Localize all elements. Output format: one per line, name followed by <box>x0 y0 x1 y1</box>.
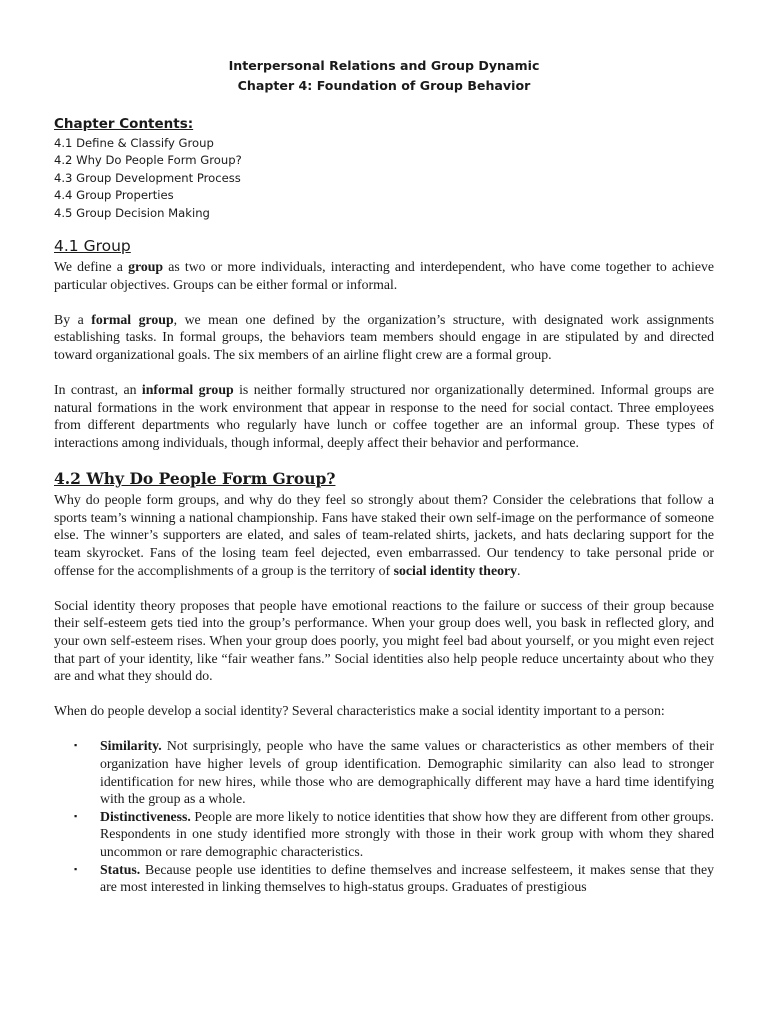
bullet-text: Because people use identities to define themselves and increase selfesteem, it makes sense that they are most interested in linking themselves to high-status groups. Graduates of prestigious <box>100 861 714 895</box>
paragraph-social-identity: Social identity theory proposes that people have emotional reactions to the failure or success of their group because their self-esteem gets tied into the group’s performance. When your group does well, you bask in reflected glory, and your own self-esteem rises. When your group does poorly, you might feel bad about yourself, or you might even reject that part of your identity, like “fair weather fans.” Social identities also help people reduce uncertainty about who they are and what they should do. <box>54 597 714 684</box>
square-bullet-icon: ▪ <box>74 740 78 751</box>
square-bullet-icon: ▪ <box>74 810 78 821</box>
list-item-status <box>74 861 714 896</box>
list-item-distinctiveness <box>74 808 714 861</box>
paragraph-informal-group <box>54 381 714 451</box>
text-run: In contrast, an <box>54 382 142 398</box>
paragraph-identity-characteristics: When do people develop a social identity? Several characteristics make a social identity important to a person: <box>54 703 665 719</box>
text-run: Why do people form groups, and why do they feel so strongly about them? Consider the celebrations that follow a sports team’s winning a national championship. Fans have staked their own self-image on the performance of someone else. The winner’s supporters are elated, and sales of team-related shirts, jackets, and hats declaring support for the team skyrocket. Fans of the losing team feel dejected, even embarrassed. Our tendency to take personal pride or offense for the accomplishments of a group is the territory of <box>54 492 714 578</box>
characteristics-list <box>54 737 714 895</box>
term-group: group <box>128 259 164 275</box>
bullet-term: Similarity. <box>100 738 162 754</box>
contents-item: 4.5 Group Decision Making <box>54 205 210 220</box>
contents-heading: Chapter Contents: <box>54 116 194 132</box>
contents-item: 4.1 Define & Classify Group <box>54 136 214 150</box>
bullet-term: Distinctiveness. <box>100 808 191 824</box>
term-social-identity-theory: social identity theory <box>393 562 517 578</box>
text-run: as two or more individuals, interacting and interdependent, who have come together to achieve particular objectives. Groups can be either formal or informal. <box>54 259 715 292</box>
chapter-title: Chapter 4: Foundation of Group Behavior <box>237 78 531 93</box>
text-run: We define a <box>54 259 129 275</box>
document-title: Interpersonal Relations and Group Dynamic <box>228 58 540 73</box>
paragraph-formal-group <box>54 311 714 364</box>
section-heading-4-1: 4.1 Group <box>54 237 131 256</box>
text-run: , we mean one defined by the organization’s structure, with designated work assignments establishing tasks. In formal groups, the behaviors team members should engage in are stipulated by and directed toward organizational goals. The six members of an airline flight crew are a formal group. <box>54 311 715 362</box>
square-bullet-icon: ▪ <box>74 863 78 874</box>
term-formal-group: formal group <box>91 311 174 327</box>
paragraph-group-definition <box>54 258 714 293</box>
contents-item: 4.2 Why Do People Form Group? <box>54 153 242 168</box>
contents-list <box>54 135 714 222</box>
bullet-text: People are more likely to notice identities that show how they are different from other groups. Respondents in one study identified more strongly with those in their work group with whom they shared uncommon or rare demographic characteristics. <box>100 808 714 860</box>
text-run: is neither formally structured nor organizationally determined. Informal groups are natural formations in the work environment that appear in response to the need for social contact. Three employees from different departments who regularly have lunch or coffee together are an informal group. These types of interactions among individuals, though informal, deeply affect their behavior and performance. <box>54 382 714 450</box>
bullet-text: Not surprisingly, people who have the same values or characteristics as other members of their organization have higher levels of group identification. Demographic similarity can also lead to stronger identification for new hires, while those who are demographically different may have a hard time identifying with the group as a whole. <box>100 738 714 807</box>
contents-item: 4.4 Group Properties <box>54 188 174 203</box>
title-block <box>54 56 714 96</box>
text-run: By a <box>54 311 92 327</box>
list-item-similarity <box>74 737 714 807</box>
paragraph-why-form-groups <box>54 491 714 579</box>
text-run: . <box>516 562 521 578</box>
bullet-term: Status. <box>100 861 141 877</box>
contents-item: 4.3 Group Development Process <box>54 170 241 185</box>
section-heading-4-2: 4.2 Why Do People Form Group? <box>54 469 336 489</box>
term-informal-group: informal group <box>141 382 234 398</box>
